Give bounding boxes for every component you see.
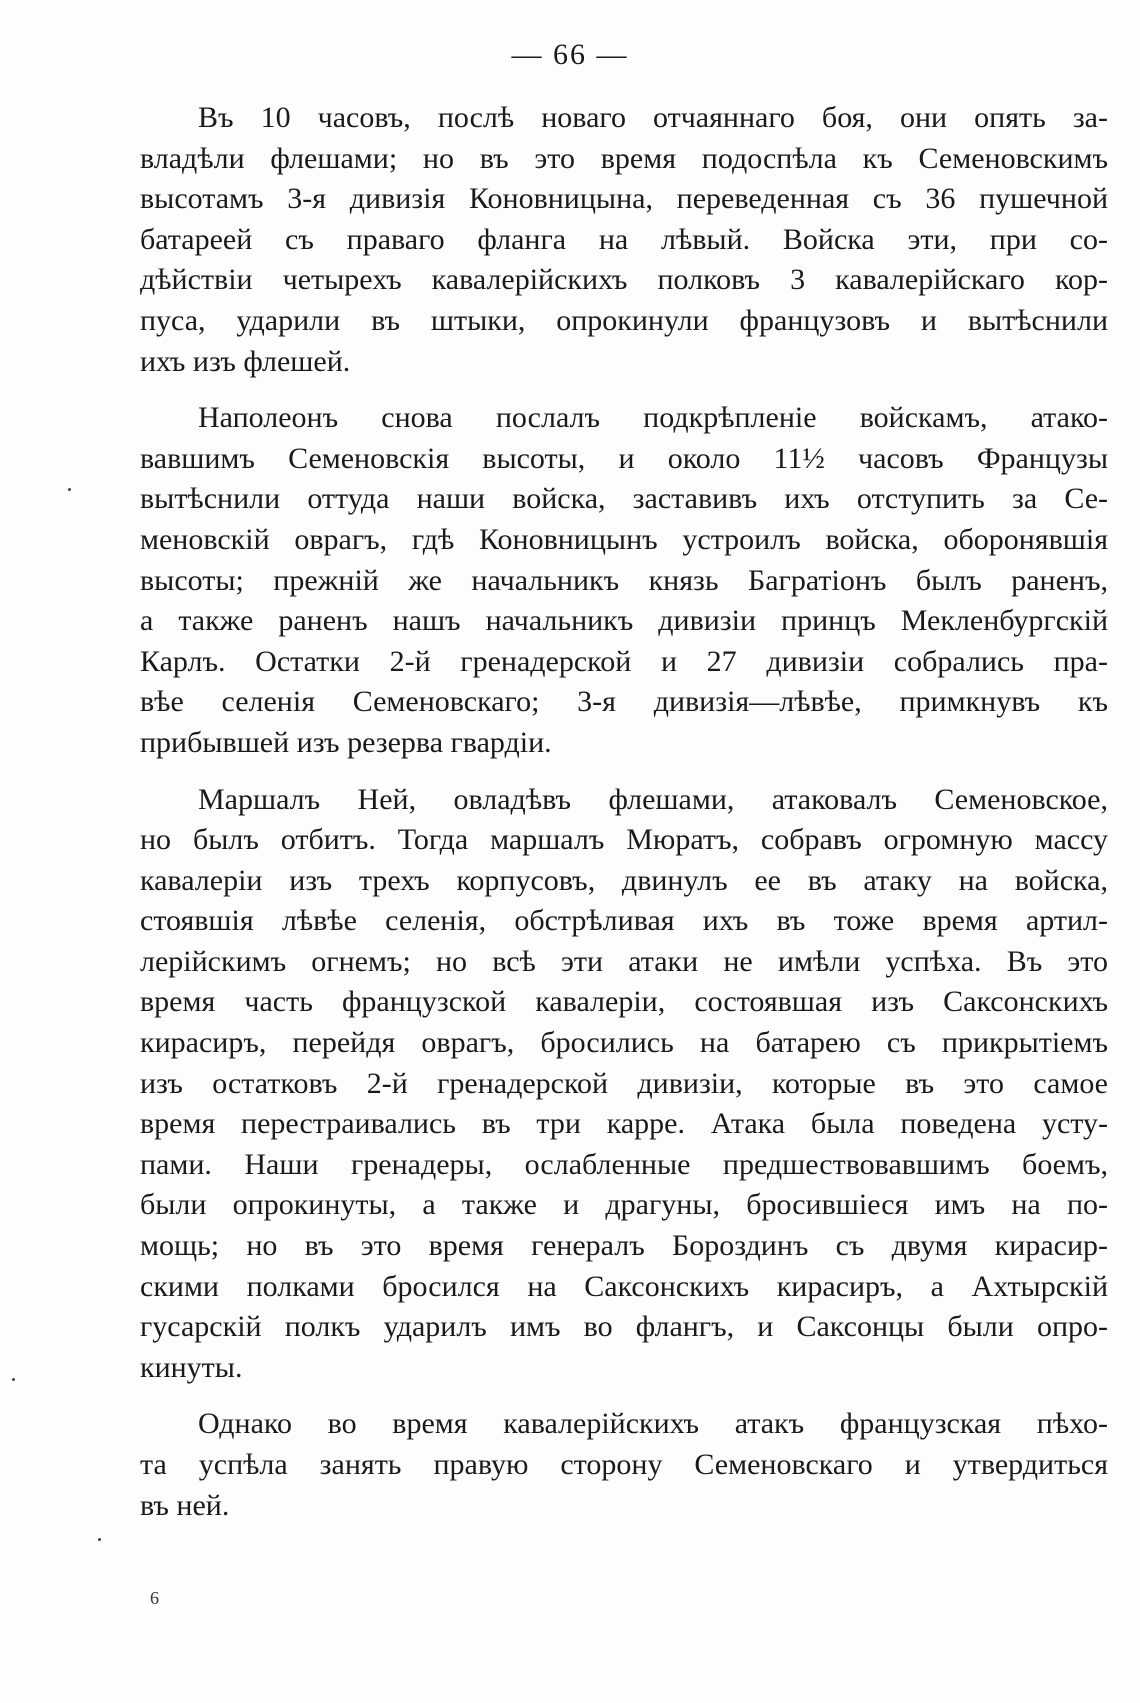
text-line: батареей съ праваго фланга на лѣвый. Войска эти, при со- bbox=[140, 222, 1108, 256]
text-line: изъ остатковъ 2-й гренадерской дивизіи, которые въ это самое bbox=[140, 1066, 1108, 1100]
text-line: пами. Наши гренадеры, ослабленные предшествовавшимъ боемъ, bbox=[140, 1147, 1108, 1181]
signature-mark: 6 bbox=[150, 1588, 159, 1608]
paragraph-4 bbox=[140, 1404, 1108, 1526]
text-line: Карлъ. Остатки 2-й гренадерской и 27 дивизіи собрались пра- bbox=[140, 644, 1108, 678]
text-line: Однако во время кавалерійскихъ атакъ французская пѣхо- bbox=[198, 1407, 1108, 1441]
paragraph-3 bbox=[140, 780, 1108, 1389]
text-line: время часть французской кавалеріи, состоявшая изъ Саксонскихъ bbox=[140, 985, 1108, 1019]
text-line: меновскій оврагъ, гдѣ Коновницынъ устроилъ войска, оборонявшія bbox=[140, 522, 1108, 556]
text-line: кинуты. bbox=[140, 1350, 243, 1384]
scan-speck bbox=[98, 1538, 101, 1541]
text-line: въ ней. bbox=[140, 1488, 230, 1522]
paragraph-1 bbox=[140, 98, 1108, 382]
text-line: владѣли флешами; но въ это время подоспѣла къ Семеновскимъ bbox=[140, 141, 1108, 175]
text-line: кавалеріи изъ трехъ корпусовъ, двинулъ ее въ атаку на войска, bbox=[140, 863, 1108, 897]
text-line: скими полками бросился на Саксонскихъ кирасиръ, а Ахтырскій bbox=[140, 1269, 1108, 1303]
text-line: а также раненъ нашъ начальникъ дивизіи принцъ Мекленбургскій bbox=[140, 604, 1108, 638]
text-line: время перестраивались въ три карре. Атака была поведена усту- bbox=[140, 1107, 1108, 1141]
text-line: Наполеонъ снова послалъ подкрѣпленіе войскамъ, атако- bbox=[198, 401, 1108, 435]
paragraph-2 bbox=[140, 398, 1108, 763]
text-line: лерійскимъ огнемъ; но всѣ эти атаки не имѣли успѣха. Въ это bbox=[140, 944, 1108, 978]
text-line: дѣйствіи четырехъ кавалерійскихъ полковъ 3 кавалерійскаго кор- bbox=[140, 263, 1108, 297]
text-line: но былъ отбитъ. Тогда маршалъ Мюратъ, собравъ огромную массу bbox=[140, 823, 1108, 857]
scan-speck bbox=[12, 1378, 15, 1381]
text-line: кирасиръ, перейдя оврагъ, бросились на батарею съ прикрытіемъ bbox=[140, 1026, 1108, 1060]
text-line: высоты; прежній же начальникъ князь Багратіонъ былъ раненъ, bbox=[140, 563, 1108, 597]
scan-speck bbox=[68, 488, 71, 491]
text-line: Въ 10 часовъ, послѣ новаго отчаяннаго боя, они опять за- bbox=[198, 101, 1108, 134]
text-line: гусарскій полкъ ударилъ имъ во флангъ, и Саксонцы были опро- bbox=[140, 1310, 1108, 1344]
text-line: пуса, ударили въ штыки, опрокинули французовъ и вытѣснили bbox=[140, 303, 1108, 337]
text-line: Маршалъ Ней, овладѣвъ флешами, атаковалъ Семеновское, bbox=[198, 782, 1108, 816]
text-line: прибывшей изъ резерва гвардіи. bbox=[140, 725, 552, 759]
text-line: высотамъ 3-я дивизія Коновницына, переведенная съ 36 пушечной bbox=[140, 182, 1108, 216]
text-line: вѣе селенія Семеновскаго; 3-я дивизія—лѣвѣе, примкнувъ къ bbox=[140, 685, 1108, 719]
text-line: были опрокинуты, а также и драгуны, бросившіеся имъ на по- bbox=[140, 1188, 1108, 1222]
text-line: мощь; но въ это время генералъ Бороздинъ съ двумя кирасир- bbox=[140, 1229, 1108, 1263]
text-line: вытѣснили оттуда наши войска, заставивъ ихъ отступить за Се- bbox=[140, 482, 1108, 516]
text-line: ихъ изъ флешей. bbox=[140, 344, 351, 378]
text-line: стоявшія лѣвѣе селенія, обстрѣливая ихъ въ тоже время артил- bbox=[140, 904, 1108, 938]
body-text bbox=[140, 98, 1108, 1526]
text-line: та успѣла занять правую сторону Семеновскаго и утвердиться bbox=[140, 1448, 1108, 1481]
text-line: вавшимъ Семеновскія высоты, и около 11½ часовъ Французы bbox=[140, 441, 1108, 475]
page-number: — 66 — bbox=[511, 38, 629, 71]
